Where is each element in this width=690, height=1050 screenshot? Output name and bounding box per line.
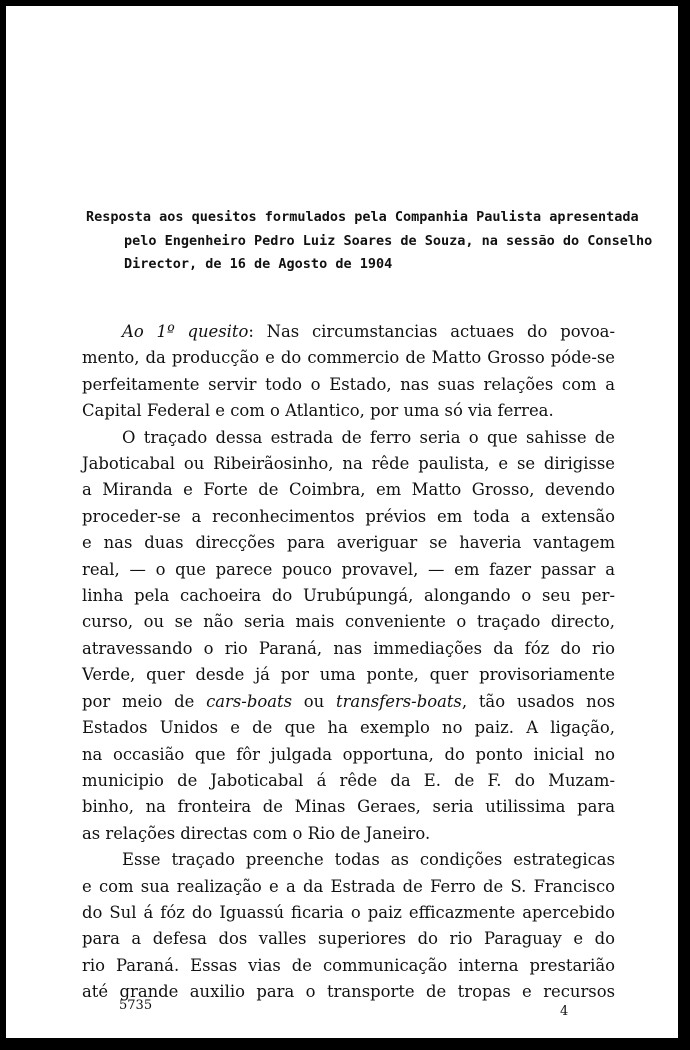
text-line: perfeitamente servir todo o Estado, nas suas relações com a xyxy=(82,374,615,394)
text-line: Esse traçado preenche todas as condições estrategicas xyxy=(122,850,615,870)
transfers-boats-term: transfers-boats xyxy=(336,691,462,711)
paragraph-1-first-line xyxy=(82,319,615,345)
text-line: atravessando o rio Paraná, nas immediações da fóz do rio xyxy=(82,638,615,658)
text-line: real, — o que parece pouco provavel, — em fazer passar a xyxy=(82,559,615,579)
document-page xyxy=(6,6,678,1038)
text-line: Jaboticabal ou Ribeirãosinho, na rêde paulista, e se dirigisse xyxy=(82,454,615,474)
heading-line: Director, de 16 de Agosto de 1904 xyxy=(124,256,393,272)
text-line: na occasião que fôr julgada opportuna, do ponto inicial no xyxy=(82,744,615,764)
text-line: para a defesa dos valles superiores do rio Paraguay e do xyxy=(82,929,615,949)
signature-number: 5735 xyxy=(119,998,153,1013)
quesito-label: Ao 1º quesito xyxy=(122,322,249,341)
text-line: e nas duas direcções para averiguar se haveria vantagem xyxy=(82,533,615,553)
text-line: Capital Federal e com o Atlantico, por uma só via ferrea. xyxy=(82,401,554,421)
text-line: até grande auxilio para o transporte de tropas e recursos xyxy=(82,982,615,1002)
text-line: rio Paraná. Essas vias de communicação interna prestarião xyxy=(82,955,615,975)
text-line: do Sul á fóz do Iguassú ficaria o paiz efficazmente apercebido xyxy=(82,902,615,922)
text-fragment: ou xyxy=(291,691,336,711)
text-line: linha pela cachoeira do Urubúpungá, alongando o seu per- xyxy=(82,586,615,606)
heading-line: pelo Engenheiro Pedro Luiz Soares de Souza, na sessão do Conselho xyxy=(124,232,653,249)
text-line: binho, na fronteira de Minas Geraes, seria utilissima para xyxy=(82,797,615,817)
text-line: O traçado dessa estrada de ferro seria o que sahisse de xyxy=(122,427,615,447)
heading-line: Resposta aos quesitos formulados pela Companhia Paulista apresentada xyxy=(86,209,639,225)
text-line: e com sua realização e a da Estrada de Ferro de S. Francisco xyxy=(82,876,615,896)
cars-boats-term: cars-boats xyxy=(206,691,292,711)
text-line: mento, da producção e do commercio de Matto Grosso póde-se xyxy=(82,348,615,368)
text-line xyxy=(82,689,615,715)
text-fragment: , tão usados nos xyxy=(461,691,615,711)
text-line: Verde, quer desde já por uma ponte, quer provisoriamente xyxy=(82,665,615,685)
document-heading xyxy=(86,206,653,277)
page-number: 4 xyxy=(560,1004,569,1019)
text-line: municipio de Jaboticabal á rêde da E. de F. do Muzam- xyxy=(82,770,615,790)
text-fragment: por meio de xyxy=(82,691,207,711)
first-line-text: : Nas circumstancias actuaes do povoa- xyxy=(248,322,615,341)
text-line: proceder-se a reconhecimentos prévios em toda a extensão xyxy=(82,506,615,526)
text-line: Estados Unidos e de que ha exemplo no paiz. A ligação, xyxy=(82,718,615,738)
document-body xyxy=(82,319,615,1006)
text-line: as relações directas com o Rio de Janeiro. xyxy=(82,823,431,843)
text-line: a Miranda e Forte de Coimbra, em Matto Grosso, devendo xyxy=(82,480,615,500)
text-line: curso, ou se não seria mais conveniente o traçado directo, xyxy=(82,612,615,632)
